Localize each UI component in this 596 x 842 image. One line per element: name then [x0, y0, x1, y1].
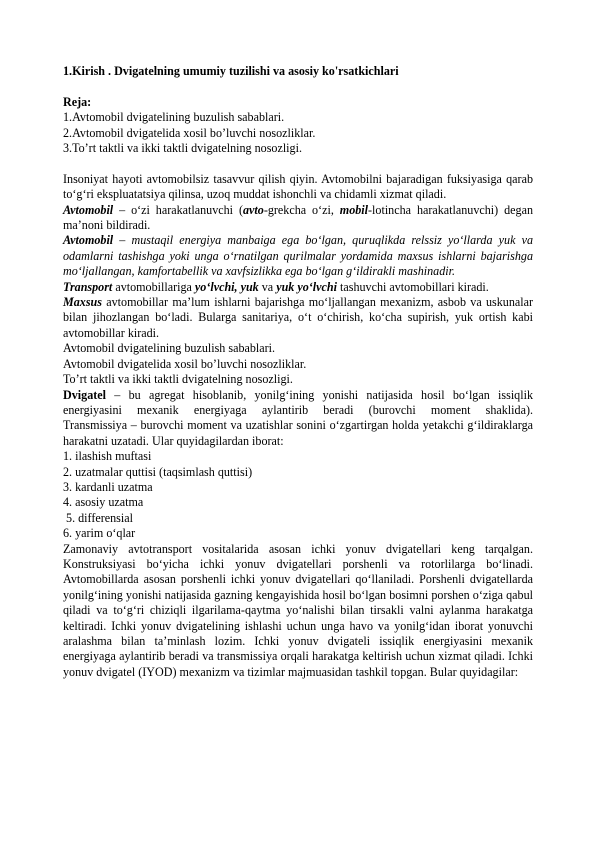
spacer [63, 79, 533, 94]
definition-text: – o‘zi harakatlanuvchi ( [113, 202, 243, 217]
repeat-item-2: Avtomobil dvigatelida xosil bo’luvchi nosozliklar. [63, 356, 307, 371]
document-body [63, 64, 555, 680]
term-avtomobil: Avtomobil [63, 202, 114, 217]
part-item-5: 5. differensial [63, 510, 133, 525]
term-avtomobil: Avtomobil [63, 233, 114, 248]
reja-item-3: 3.To’rt taktli va ikki taktli dvigatelning nosozligi. [63, 141, 302, 156]
paragraph-text: tashuvchi avtomobillari kiradi. [337, 279, 489, 294]
dvigatel-paragraph [63, 387, 555, 450]
definition-text: – mustaqil energiya manbaiga ega bo‘lgan, quruqlikda relssiz yo‘llarda yuk va odamlarni tashishga yoki unga o‘rnatilgan qurilmalar yordamida maxsus ishlarni bajarishga mo‘ljallangan, kamfortabellik va xavfsizlikka ega bo‘lgan g‘ildirakli mashinadir. [63, 233, 533, 279]
term-maxsus: Maxsus [63, 295, 102, 310]
part-item-3: 3. kardanli uzatma [63, 479, 153, 494]
term-yuk-yolvchi: yuk yo‘lvchi [276, 279, 337, 294]
repeat-item-1: Avtomobil dvigatelining buzulish sabablari. [63, 341, 276, 356]
reja-label: Reja: [63, 94, 92, 109]
maxsus-paragraph [63, 295, 533, 341]
term-avto: avto [242, 202, 264, 217]
repeat-item-3: To’rt taktli va ikki taktli dvigatelning nosozligi. [63, 372, 293, 387]
spacer [63, 156, 533, 171]
avtomobil-definition-2 [63, 233, 533, 279]
paragraph-text: va [258, 279, 277, 294]
part-item-2: 2. uzatmalar quttisi (taqsimlash quttisi) [63, 464, 253, 479]
intro-paragraph: Insoniyat hayoti avtomobilsiz tasavvur qilish qiyin. Avtomobilni bajaradigan fuksiyasiga qarab to‘g‘ri ekspluatatsiya qilinsa, uzoq muddat ishonchli va chidamli xizmat qiladi. [63, 171, 533, 202]
paragraph-text: – bu agregat hisoblanib, yonilg‘ining yonishi natijasida hosil bo‘lgan issiqlik energiyasini mexanik energiyaga aylantirib beradi (burovchi moment shaklida). Transmissiya – burovchi moment va uzatishlar sonini o‘zgartirgan holda yetakchi g‘ildiraklarga harakatni uzatadi. Ular quyidagilardan iborat: [63, 387, 555, 448]
term-dvigatel: Dvigatel [63, 387, 106, 402]
document-title: 1.Kirish . Dvigatelning umumiy tuzilishi va asosiy ko'rsatkichlari [63, 64, 399, 78]
term-mobil: mobil [339, 202, 369, 217]
part-item-6: 6. yarim o‘qlar [63, 526, 136, 541]
definition-text: -grekcha o‘zi, [263, 202, 340, 217]
transport-paragraph [63, 280, 533, 295]
paragraph-text: avtomobillar ma’lum ishlarni bajarishga mo‘ljallangan mexanizm, asbob va uskunalar bilan jihozlangan bo‘ladi. Bularga sanitariya, o‘t o‘chirish, ko‘cha supirish, yuk ortish kabi avtomobillar kiradi. [63, 295, 533, 340]
part-item-4: 4. asosiy uzatma [63, 495, 144, 510]
term-yolvchi-yuk: yo‘lvchi, yuk [194, 279, 259, 294]
reja-item-2: 2.Avtomobil dvigatelida xosil bo’luvchi nosozliklar. [63, 125, 316, 140]
closing-paragraph: Zamonaviy avtotransport vositalarida asosan ichki yonuv dvigatellari keng tarqalgan. Konstruksiyasi bo‘yicha ichki yonuv dvigatellari porshenli va rotorlilarga bo‘linadi. Avtomobillarda asosan porshenli ichki yonuv dvigatellari qo‘llaniladi. Porshenli dvigatellarda yonilg‘ining yonishi natijasida gazning kengayishida hosil bo‘lgan bosimni porshen o‘ziga qabul qiladi va to‘g‘ri chiziqli ilgarilama-qaytma yo‘nalishi bilan tirsakli valni aylanma harakatga keltiradi. Ichki yonuv dvigatelining ishlashi uchun unga havo va yonilg‘idan iborat yonuvchi aralashma bilan ta’minlash lozim. Ichki yonuv dvigateli issiqlik energiyasini mexanik energiyaga aylantirib beradi va transmissiya orqali harakatga keltirish uchun xizmat qiladi. Ichki yonuv dvigatel (IYOD) mexanizm va tizimlar majmuasidan tashkil topgan. Bular quyidagilar: [63, 541, 533, 679]
reja-item-1: 1.Avtomobil dvigatelining buzulish sabablari. [63, 110, 285, 125]
part-item-1: 1. ilashish muftasi [63, 449, 152, 464]
paragraph-text: avtomobillariga [112, 279, 195, 294]
definition-text: -lotincha harakatlanuvchi) degan ma’noni bildiradi. [63, 202, 533, 233]
term-transport: Transport [63, 279, 113, 294]
avtomobil-definition [63, 203, 533, 234]
